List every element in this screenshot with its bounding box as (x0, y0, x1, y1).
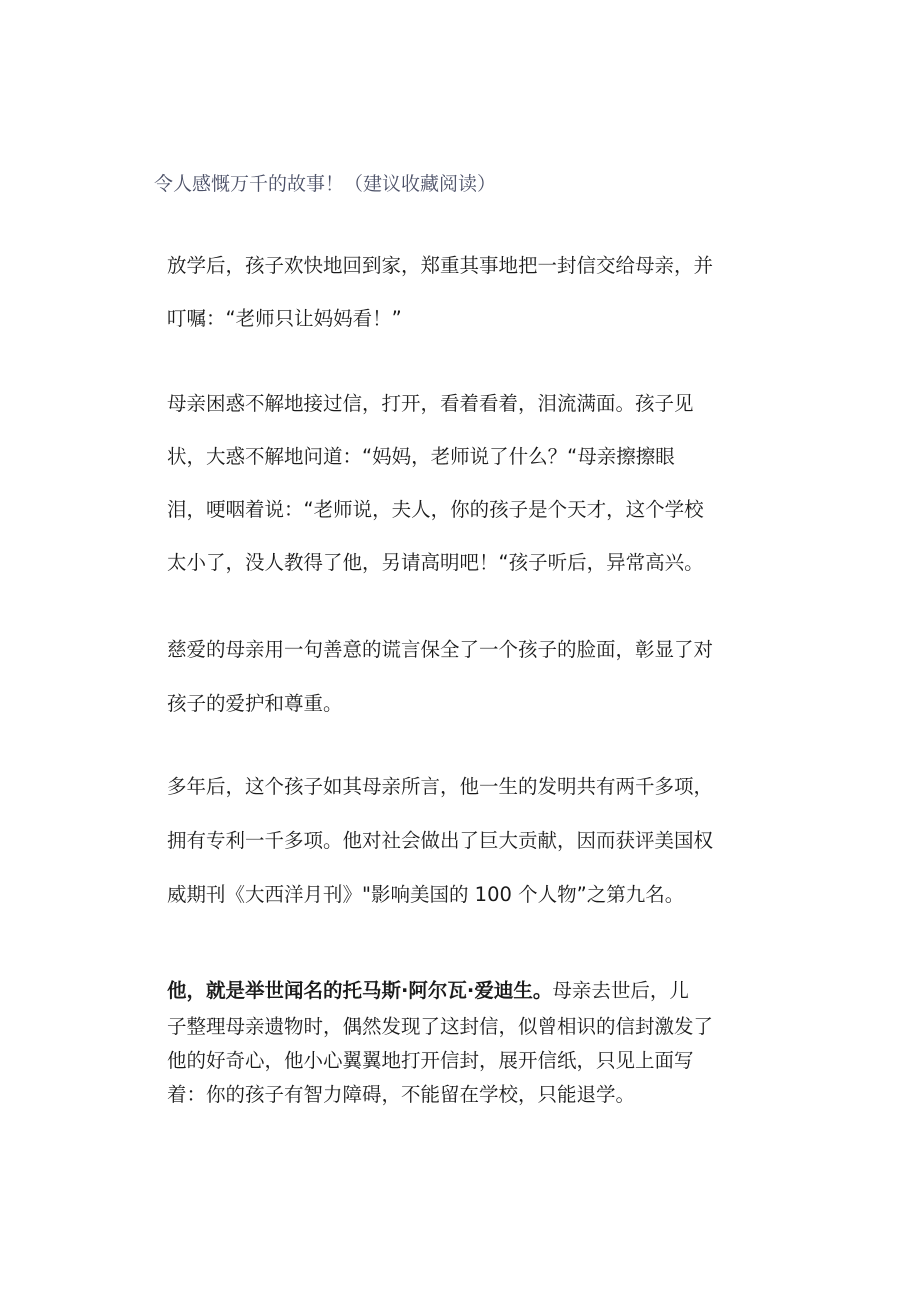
paragraph-2-line-3: 泪，哽咽着说：“老师说，夫人，你的孩子是个天才，这个学校 (167, 498, 704, 521)
paragraph-3-line-2: 孩子的爱护和尊重。 (167, 692, 343, 715)
paragraph-2-line-2: 状，大惑不解地问道：“妈妈，老师说了什么？“母亲擦擦眼 (167, 445, 675, 468)
paragraph-5-line-2: 子整理母亲遗物时，偶然发现了这封信，似曾相识的信封激发了 (167, 1015, 714, 1038)
paragraph-1-line-1: 放学后，孩子欢快地回到家，郑重其事地把一封信交给母亲，并 (167, 254, 714, 277)
paragraph-5-line-3: 他的好奇心，他小心翼翼地打开信封，展开信纸，只见上面写 (167, 1049, 694, 1072)
paragraph-4-line-2: 拥有专利一千多项。他对社会做出了巨大贡献，因而获评美国权 (167, 829, 714, 852)
paragraph-5-line-1 (167, 977, 689, 1005)
paragraph-2-line-4: 太小了，没人教得了他，另请高明吧！“孩子听后，异常高兴。 (167, 551, 704, 574)
paragraph-5-line-1-rest: 母亲去世后，儿 (552, 979, 689, 1002)
paragraph-1-line-2: 叮嘱：“老师只让妈妈看！” (167, 307, 402, 330)
edison-bold-lead: 他，就是举世闻名的托马斯·阿尔瓦·爱迪生。 (167, 979, 553, 1002)
paragraph-4-line-3: 威期刊《大西洋月刊》"影响美国的 100 个人物”之第九名。 (167, 883, 685, 906)
paragraph-2-line-1: 母亲困惑不解地接过信，打开，看着看着，泪流满面。孩子见 (167, 392, 694, 415)
paragraph-5-line-4: 着：你的孩子有智力障碍，不能留在学校，只能退学。 (167, 1083, 636, 1106)
paragraph-3-line-1: 慈爱的母亲用一句善意的谎言保全了一个孩子的脸面，彰显了对 (167, 638, 714, 661)
paragraph-4-line-1: 多年后，这个孩子如其母亲所言，他一生的发明共有两千多项， (167, 775, 714, 798)
article-title: 令人感慨万千的故事！（建议收藏阅读） (154, 173, 497, 195)
